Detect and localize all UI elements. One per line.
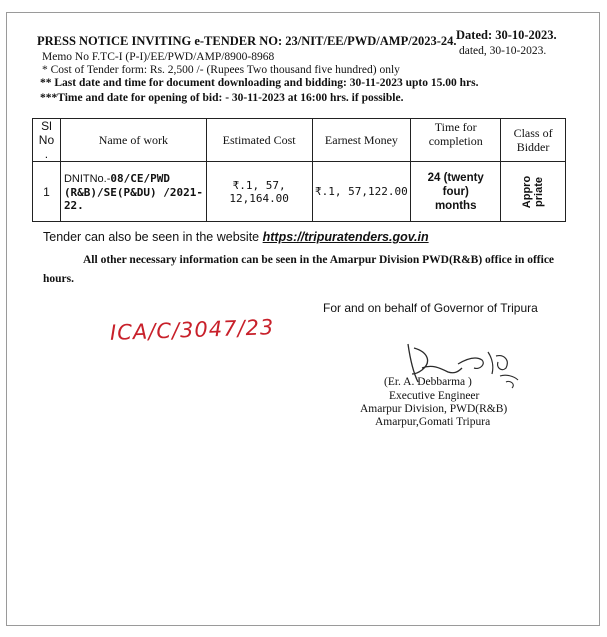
- cell-name-of-work: DNITNo.-08/CE/PWD (R&B)/SE(P&DU) /2021- 22.: [60, 162, 206, 222]
- cell-earnest-money: ₹.1, 57,122.00: [312, 162, 411, 222]
- cost-of-tender-line: * Cost of Tender form: Rs. 2,500 /- (Rupees Two thousand five hundred) only: [42, 64, 400, 76]
- cell-estimated-cost: ₹.1, 57, 12,164.00: [206, 162, 312, 222]
- signatory-designation: Executive Engineer: [389, 390, 480, 402]
- info-line-2: hours.: [43, 273, 74, 285]
- dated-bold: Dated: 30-10-2023.: [456, 28, 557, 42]
- table-row: [33, 162, 566, 222]
- website-link[interactable]: https://tripuratenders.gov.in: [262, 230, 429, 244]
- last-date-line: ** Last date and time for document downloading and bidding: 30-11-2023 upto 15.00 hrs.: [40, 77, 479, 89]
- header-class-of-bidder: Class of Bidder: [501, 119, 566, 162]
- handwritten-reference: ICA/C/3047/23: [109, 315, 275, 345]
- header-time-for-completion: Time for completion: [411, 119, 501, 162]
- notice-title: PRESS NOTICE INVITING e-TENDER NO: 23/NIT/EE/PWD/AMP/2023-24.: [37, 34, 457, 48]
- header-sl-no: Sl No .: [33, 119, 61, 162]
- on-behalf-line: For and on behalf of Governor of Tripura: [323, 301, 538, 315]
- tender-table: [32, 118, 566, 222]
- opening-date-line: ***Time and date for opening of bid: - 30-11-2023 at 16:00 hrs. if possible.: [40, 92, 404, 104]
- cell-class-of-bidder: Appro priate: [501, 162, 566, 222]
- signatory-division: Amarpur Division, PWD(R&B): [360, 403, 508, 415]
- info-line-1: All other necessary information can be seen in the Amarpur Division PWD(R&B) office in office: [83, 254, 555, 266]
- header-earnest-money: Earnest Money: [312, 119, 411, 162]
- signatory-location: Amarpur,Gomati Tripura: [375, 416, 491, 428]
- document-frame: [6, 12, 600, 626]
- header-name-of-work: Name of work: [60, 119, 206, 162]
- header-estimated-cost: Estimated Cost: [206, 119, 312, 162]
- cell-sl: 1: [33, 162, 61, 222]
- memo-number: Memo No F.TC-I (P-I)/EE/PWD/AMP/8900-8968: [42, 51, 275, 63]
- signatory-name: (Er. A. Debbarma ): [384, 376, 472, 388]
- cell-time-for-completion: 24 (twenty four) months: [411, 162, 501, 222]
- table-header-row: [33, 119, 566, 162]
- website-line: Tender can also be seen in the website https://tripuratenders.gov.in: [43, 230, 429, 244]
- dated-plain: dated, 30-10-2023.: [459, 45, 547, 57]
